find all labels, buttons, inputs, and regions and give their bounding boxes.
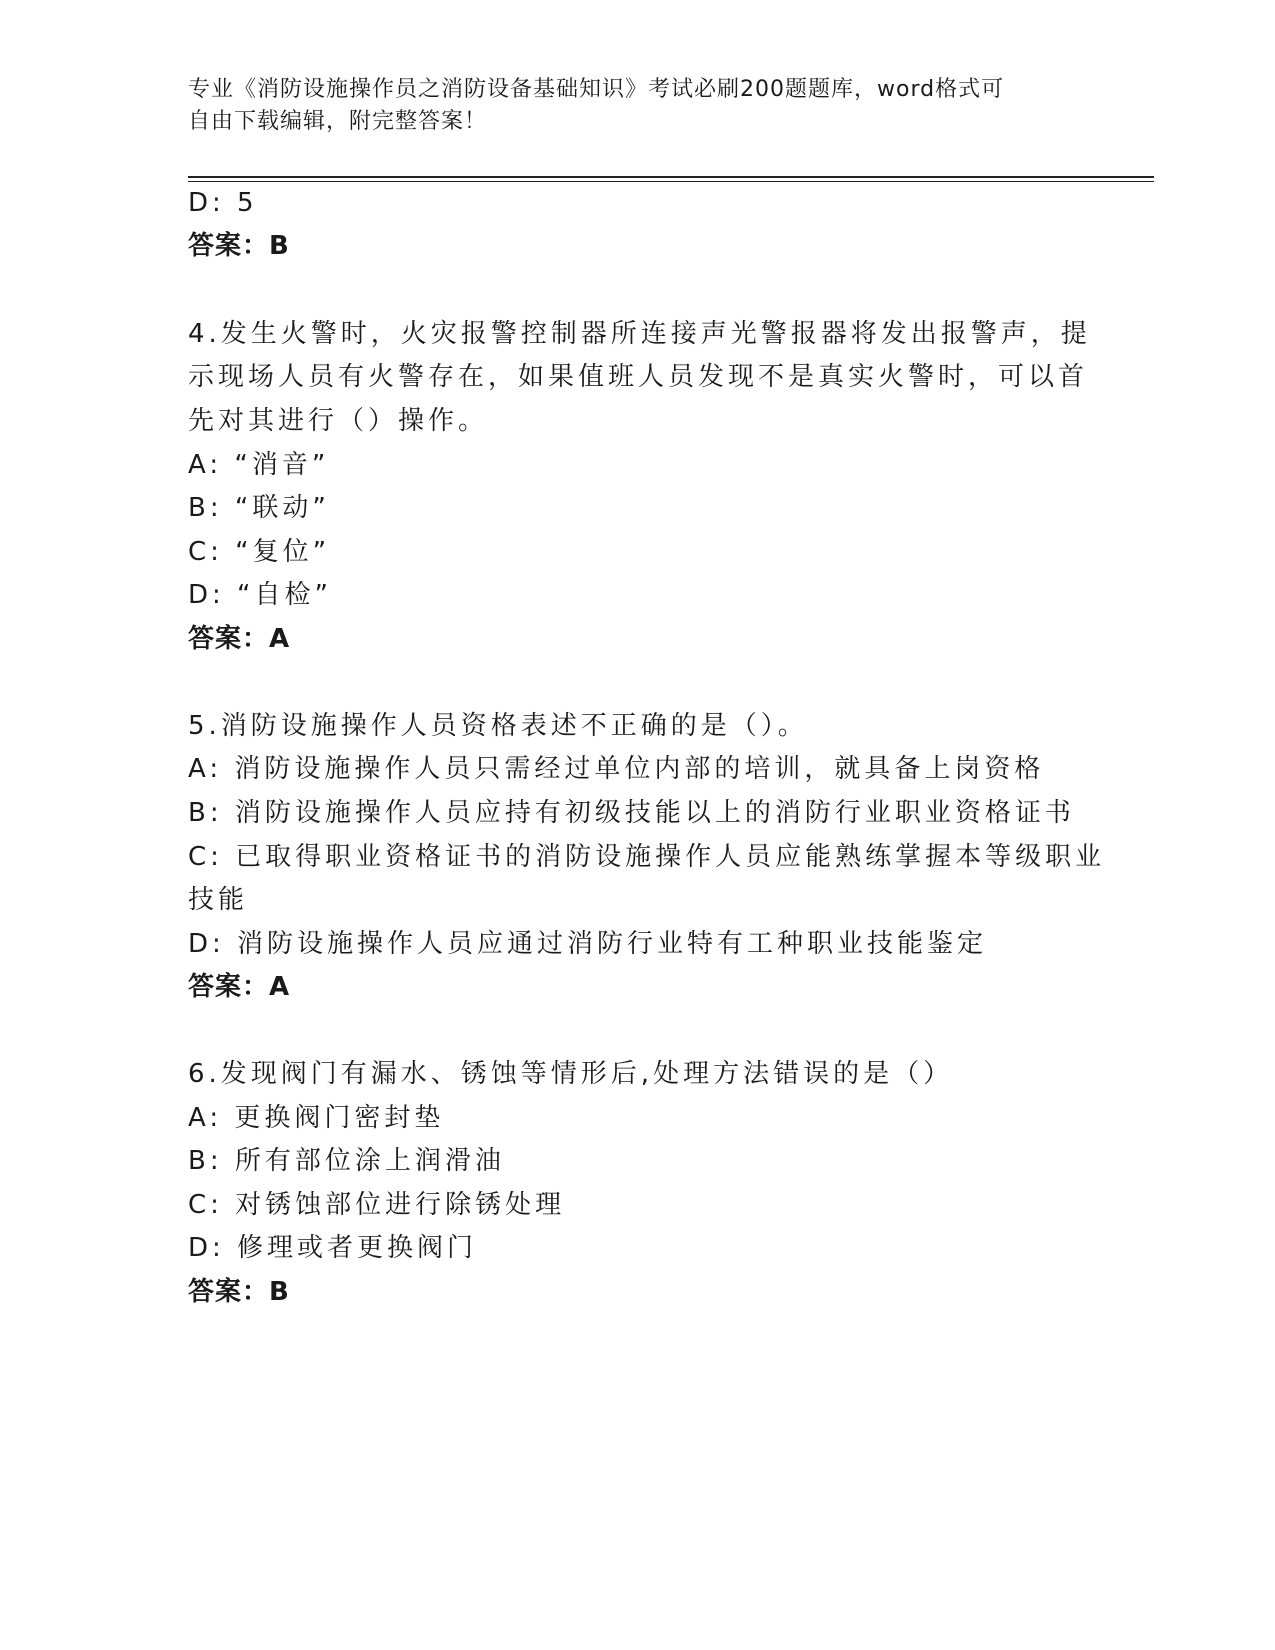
- q4-option-d: D: “自检”: [188, 580, 332, 610]
- q5-option-c-line-1: C: 已取得职业资格证书的消防设施操作人员应能熟练掌握本等级职业: [188, 842, 1106, 872]
- q5-question: 5.消防设施操作人员资格表述不正确的是（）。: [188, 711, 808, 741]
- q4-option-c: C: “复位”: [188, 537, 331, 567]
- q3-answer: 答案：B: [188, 231, 290, 261]
- q3-option-d: D: 5: [188, 188, 258, 218]
- q4-question-line-2: 示现场人员有火警存在，如果值班人员发现不是真实火警时，可以首: [188, 362, 1089, 392]
- q6-option-d: D: 修理或者更换阀门: [188, 1233, 478, 1263]
- q4-answer: 答案：A: [188, 624, 291, 654]
- q5-option-a: A: 消防设施操作人员只需经过单位内部的培训，就具备上岗资格: [188, 754, 1045, 784]
- q4-question-line-3: 先对其进行（）操作。: [188, 406, 489, 436]
- header-divider-thin: [188, 181, 1154, 182]
- q5-option-b: B: 消防设施操作人员应持有初级技能以上的消防行业职业资格证书: [188, 798, 1075, 828]
- q6-option-b: B: 所有部位涂上润滑油: [188, 1146, 505, 1176]
- q4-option-a: A: “消音”: [188, 450, 330, 480]
- q4-option-b: B: “联动”: [188, 493, 330, 523]
- q6-question: 6.发现阀门有漏水、锈蚀等情形后,处理方法错误的是（）: [188, 1059, 954, 1089]
- q6-option-a: A: 更换阀门密封垫: [188, 1103, 445, 1133]
- q5-answer: 答案：A: [188, 972, 291, 1002]
- document-header: [188, 74, 1088, 138]
- header-line-2: 自由下载编辑，附完整答案！: [188, 109, 488, 134]
- q5-option-d: D: 消防设施操作人员应通过消防行业特有工种职业技能鉴定: [188, 929, 988, 959]
- header-divider-thick: [188, 176, 1154, 178]
- q4-question-line-1: 4.发生火警时，火灾报警控制器所连接声光警报器将发出报警声，提: [188, 319, 1091, 349]
- q6-option-c: C: 对锈蚀部位进行除锈处理: [188, 1190, 566, 1220]
- q5-option-c-line-2: 技能: [188, 885, 249, 915]
- q6-answer: 答案：B: [188, 1277, 290, 1307]
- header-line-1: 专业《消防设施操作员之消防设备基础知识》考试必刷200题题库，word格式可: [188, 77, 1005, 102]
